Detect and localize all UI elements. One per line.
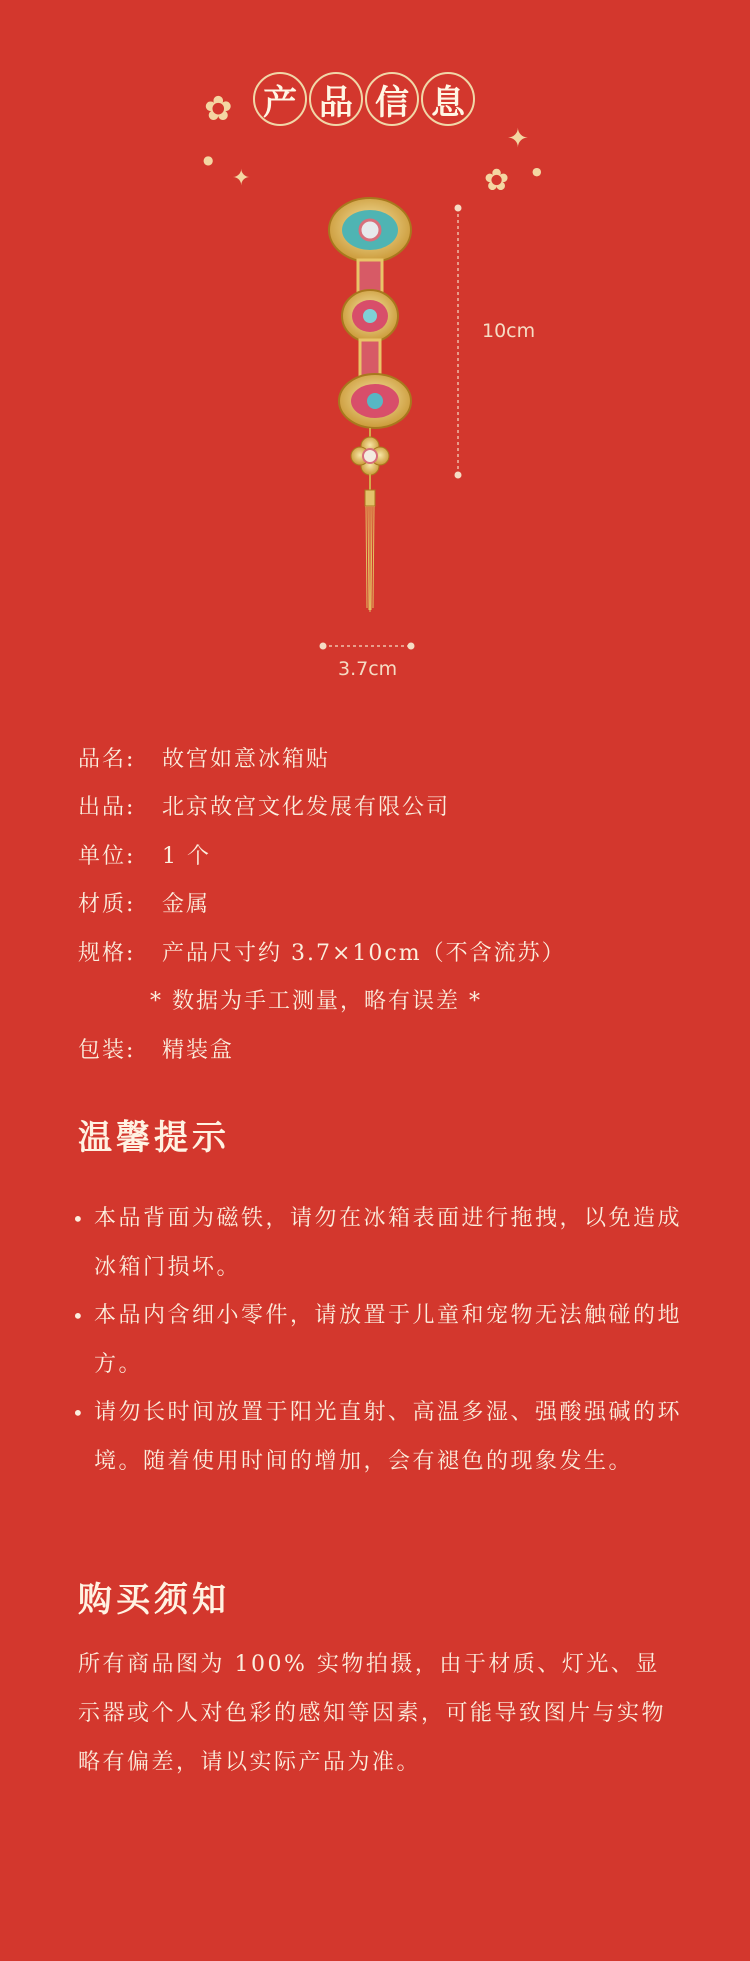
info-key: 包装: [78,1037,136,1063]
sparkle-icon: ✦ [232,166,251,191]
title-char: 产 [253,72,307,126]
title-char: 息 [421,72,475,126]
dot-icon: ● [532,165,542,178]
list-item [72,1195,692,1292]
info-key: 出品: [78,795,136,821]
flower-icon: ✿ [204,89,233,129]
notice-title: 购买须知 [78,1580,230,1620]
bullet-icon: • [72,1401,87,1425]
product-info [78,733,698,1073]
info-row [78,782,698,831]
tip-text: 请勿长时间放置于阳光直射、高温多湿、强酸强碱的环境。随着使用时间的增加，会有褪色的现象发生。 [94,1400,683,1474]
info-value: 金属 [162,892,211,918]
info-value: 故宫如意冰箱贴 [162,746,331,772]
product-image [0,190,750,690]
info-value: 1 个 [162,843,211,869]
notice-text: 所有商品图为 100% 实物拍摄，由于材质、灯光、显示器或个人对色彩的感知等因素，可能导致图片与实物略有偏差，请以实际产品为准。 [78,1652,667,1775]
bullet-icon: • [72,1304,87,1328]
info-row [78,927,698,976]
tips-list [72,1195,692,1486]
info-key: 材质: [78,892,136,918]
height-dimension-label: 10cm [482,320,536,342]
info-value: 精装盒 [162,1037,235,1063]
width-dimension-label: 3.7cm [338,658,398,680]
sparkle-icon: ✦ [507,124,529,154]
measurement-note: * 数据为手工测量，略有误差 * [150,989,482,1015]
info-value: 北京故宫文化发展有限公司 [162,795,451,821]
info-key: 品名: [78,746,136,772]
tips-title: 温馨提示 [78,1118,230,1158]
info-key: 规格: [78,940,136,966]
list-item [72,1389,692,1486]
tip-text: 本品背面为磁铁，请勿在冰箱表面进行拖拽，以免造成冰箱门损坏。 [94,1206,683,1280]
info-row [78,879,698,928]
bullet-icon: • [72,1207,87,1231]
title-char: 品 [309,72,363,126]
dot-icon: ● [203,153,214,167]
info-note-row [78,976,698,1025]
info-row [78,830,698,879]
flower-icon: ✿ [484,163,510,198]
info-key: 单位: [78,843,136,869]
page-title [253,72,475,126]
info-row [78,733,698,782]
info-value: 产品尺寸约 3.7×10cm（不含流苏） [162,940,566,966]
list-item [72,1292,692,1389]
title-char: 信 [365,72,419,126]
info-row [78,1024,698,1073]
tip-text: 本品内含细小零件，请放置于儿童和宠物无法触碰的地方。 [94,1303,683,1377]
